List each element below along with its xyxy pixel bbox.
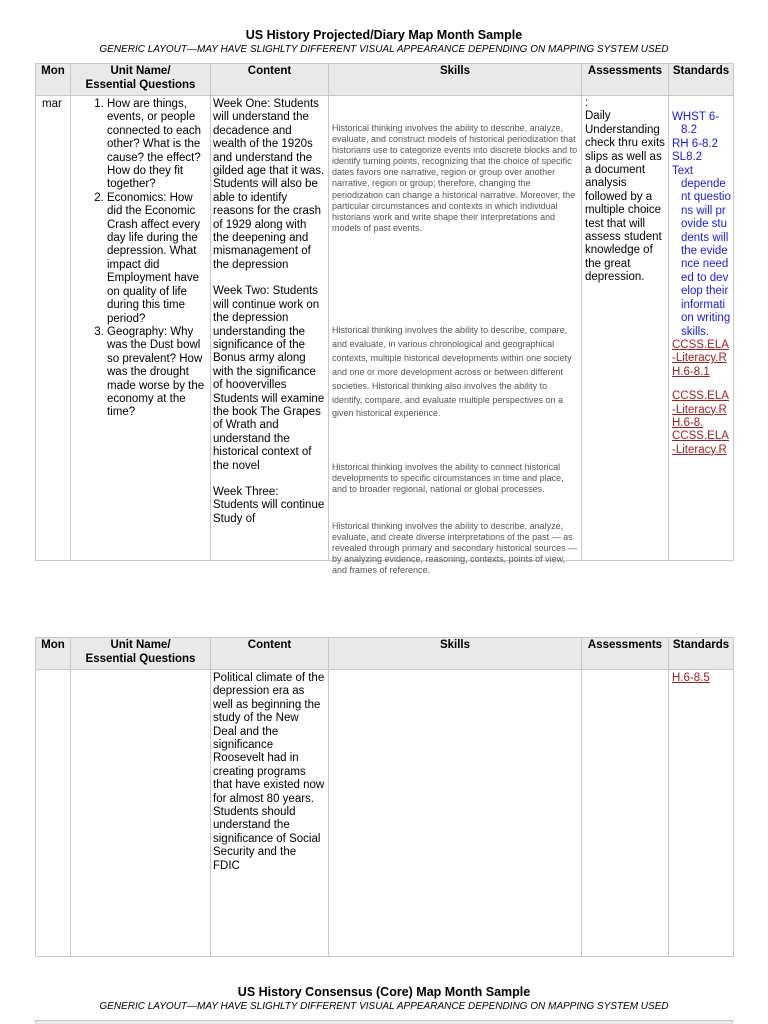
- standard-link-ccss-2[interactable]: CCSS.ELA-Literacy.R: [672, 390, 729, 416]
- questions-cell: [71, 670, 211, 957]
- page-subtitle: GENERIC LAYOUT—MAY HAVE SLIGHLTY DIFFERENT VISUAL APPEARANCE DEPENDING ON MAPPING SYSTEM USED: [99, 44, 669, 55]
- content-week-three: Week Three: Students will continue Study of: [213, 485, 325, 525]
- page-title: US History Projected/Diary Map Month Sample: [245, 28, 523, 42]
- month-label: mar: [42, 98, 62, 110]
- assessment-cell: [582, 670, 669, 957]
- month-cell: [36, 96, 71, 561]
- col-header-unit-line2: Essential Questions: [85, 652, 196, 665]
- skills-cell: [329, 670, 582, 957]
- month-cell: [36, 670, 71, 957]
- list-item: 3. Geography: Why was the Dust bowl so prevalent? How was the drought made worse by the economy at the time?: [107, 326, 210, 420]
- standard-text-description: dependent questions will provide students will the evidence needed to develop their information writing skills.: [681, 178, 731, 338]
- table-header-partial: [35, 1020, 733, 1024]
- consensus-title: US History Consensus (Core) Map Month Sample: [237, 985, 531, 999]
- projected-map-table-continued: [35, 637, 734, 957]
- list-item: 2. Economics: How did the Economic Crash affect every day life during the depression. What impact did Employment have on quality of life during this time period?: [107, 192, 210, 326]
- list-item: 1. How are things, events, or people connected to each other? What is the cause? the effect? How do they fit together?: [107, 98, 210, 192]
- assessment-cell: [582, 96, 669, 561]
- standard-link-ccss-3[interactable]: CCSS.ELA-Literacy.R: [672, 430, 729, 456]
- col-header-skills: Skills: [329, 638, 582, 670]
- standard-rh: RH 6-8.2: [672, 137, 719, 150]
- standard-link-ccss-1[interactable]: CCSS.ELA-Literacy.R: [672, 338, 729, 365]
- standard-link-rh-681[interactable]: H.6-8.1: [672, 365, 710, 378]
- skills-cell: [329, 96, 582, 576]
- consensus-subtitle: GENERIC LAYOUT—MAY HAVE SLIGHLTY DIFFERENT VISUAL APPEARANCE DEPENDING ON MAPPING SYSTEM USED: [99, 1001, 669, 1012]
- col-header-standards: Standards: [669, 64, 734, 96]
- skill-periodization: Historical thinking involves the ability to describe, analyze, evaluate, and construct models of historical periodization that historians use to categorize events into discrete blocks and to identify turning points, recognizing that the choice of specific dates favors one narrative, region or group over another narrative, region or group; therefore, changing the periodization can change a historical narrative. Moreover, the particular circumstances and contexts in which individual historians work and write shape their interpretations and models of past events.: [332, 123, 578, 233]
- table-row: [36, 96, 734, 561]
- col-header-unit: [71, 638, 211, 670]
- col-header-unit-line1: Unit Name/: [110, 639, 171, 651]
- standard-whst: WHST 6-: [672, 111, 720, 123]
- standards-cell: [669, 96, 734, 561]
- standard-sl: SL8.2: [672, 151, 703, 164]
- skill-interpretation: Historical thinking involves the ability to describe, analyze, evaluate, and create diverse interpretations of the past — as revealed through primary and secondary historical sources — by analyzing evidence, reasoning, contexts, points of view, and frames of reference.: [332, 521, 578, 576]
- assessment-text: Daily Understanding check thru exits slips as well as a document analysis followed by a multiple choice test that will assess student knowledge of the great depression.: [585, 110, 665, 284]
- table-header-row: [36, 64, 734, 96]
- col-header-mon: Mon: [36, 64, 71, 96]
- col-header-unit: [71, 64, 211, 96]
- col-header-assessments: Assessments: [582, 64, 669, 96]
- standard-text-label: Text: [672, 164, 694, 177]
- questions-cell: [71, 96, 211, 561]
- col-header-unit-line2: Essential Questions: [85, 78, 196, 91]
- col-header-content: Content: [211, 64, 329, 96]
- col-header-unit-line1: Unit Name/: [110, 65, 171, 77]
- standards-cell: [669, 670, 734, 957]
- projected-map-table: [35, 63, 734, 576]
- content-week-one: Week One: Students will understand the decadence and wealth of the 1920s and understand the gilded age that it was. Students will also be able to identify reasons for the crash of 1929 along with the deepening and mismanagement of the depression: [213, 98, 325, 271]
- table-row: [36, 670, 734, 957]
- col-header-standards: Standards: [669, 638, 734, 670]
- col-header-assessments: Assessments: [582, 638, 669, 670]
- standard-whst-num: 8.2: [681, 124, 697, 137]
- content-cell: [211, 670, 329, 957]
- essential-questions-list: [71, 98, 210, 420]
- skill-contextualization: Historical thinking involves the ability to connect historical developments to specific circumstances in time and place, and to broader regional, national or global processes.: [332, 462, 564, 495]
- standard-link-rh-685[interactable]: H.6-8.5: [672, 672, 710, 684]
- col-header-mon: Mon: [36, 638, 71, 670]
- content-cell: [211, 96, 329, 561]
- map-header-2: [0, 985, 768, 1013]
- content-new-deal: Political climate of the depression era as well as beginning the study of the New Deal and the significance Roosevelt had in creating programs that have existed now for almost 80 years. Students should understand the significance of Social Security and the FDIC: [213, 672, 325, 872]
- col-header-skills: Skills: [329, 64, 582, 96]
- assessment-mark: :: [585, 97, 589, 109]
- table-header-row: [36, 638, 734, 670]
- skill-comparison: Historical thinking involves the ability to describe, compare, and evaluate, in various chronological and geographical contexts, multiple historical developments within one society and one or more development across or between different societies. Historical thinking also involves the ability to identify, compare, and evaluate multiple perspectives on a given historical experience.: [332, 325, 572, 419]
- col-header-content: Content: [211, 638, 329, 670]
- standard-link-rh-68[interactable]: H.6-8.: [672, 416, 704, 429]
- map-header-1: [0, 28, 768, 56]
- content-week-two: Week Two: Students will continue work on the depression understanding the significance of the Bonus army along with the significance of hoovervilles Students will examine the book The Grapes of Wrath and understand the historical context of the novel: [213, 285, 325, 472]
